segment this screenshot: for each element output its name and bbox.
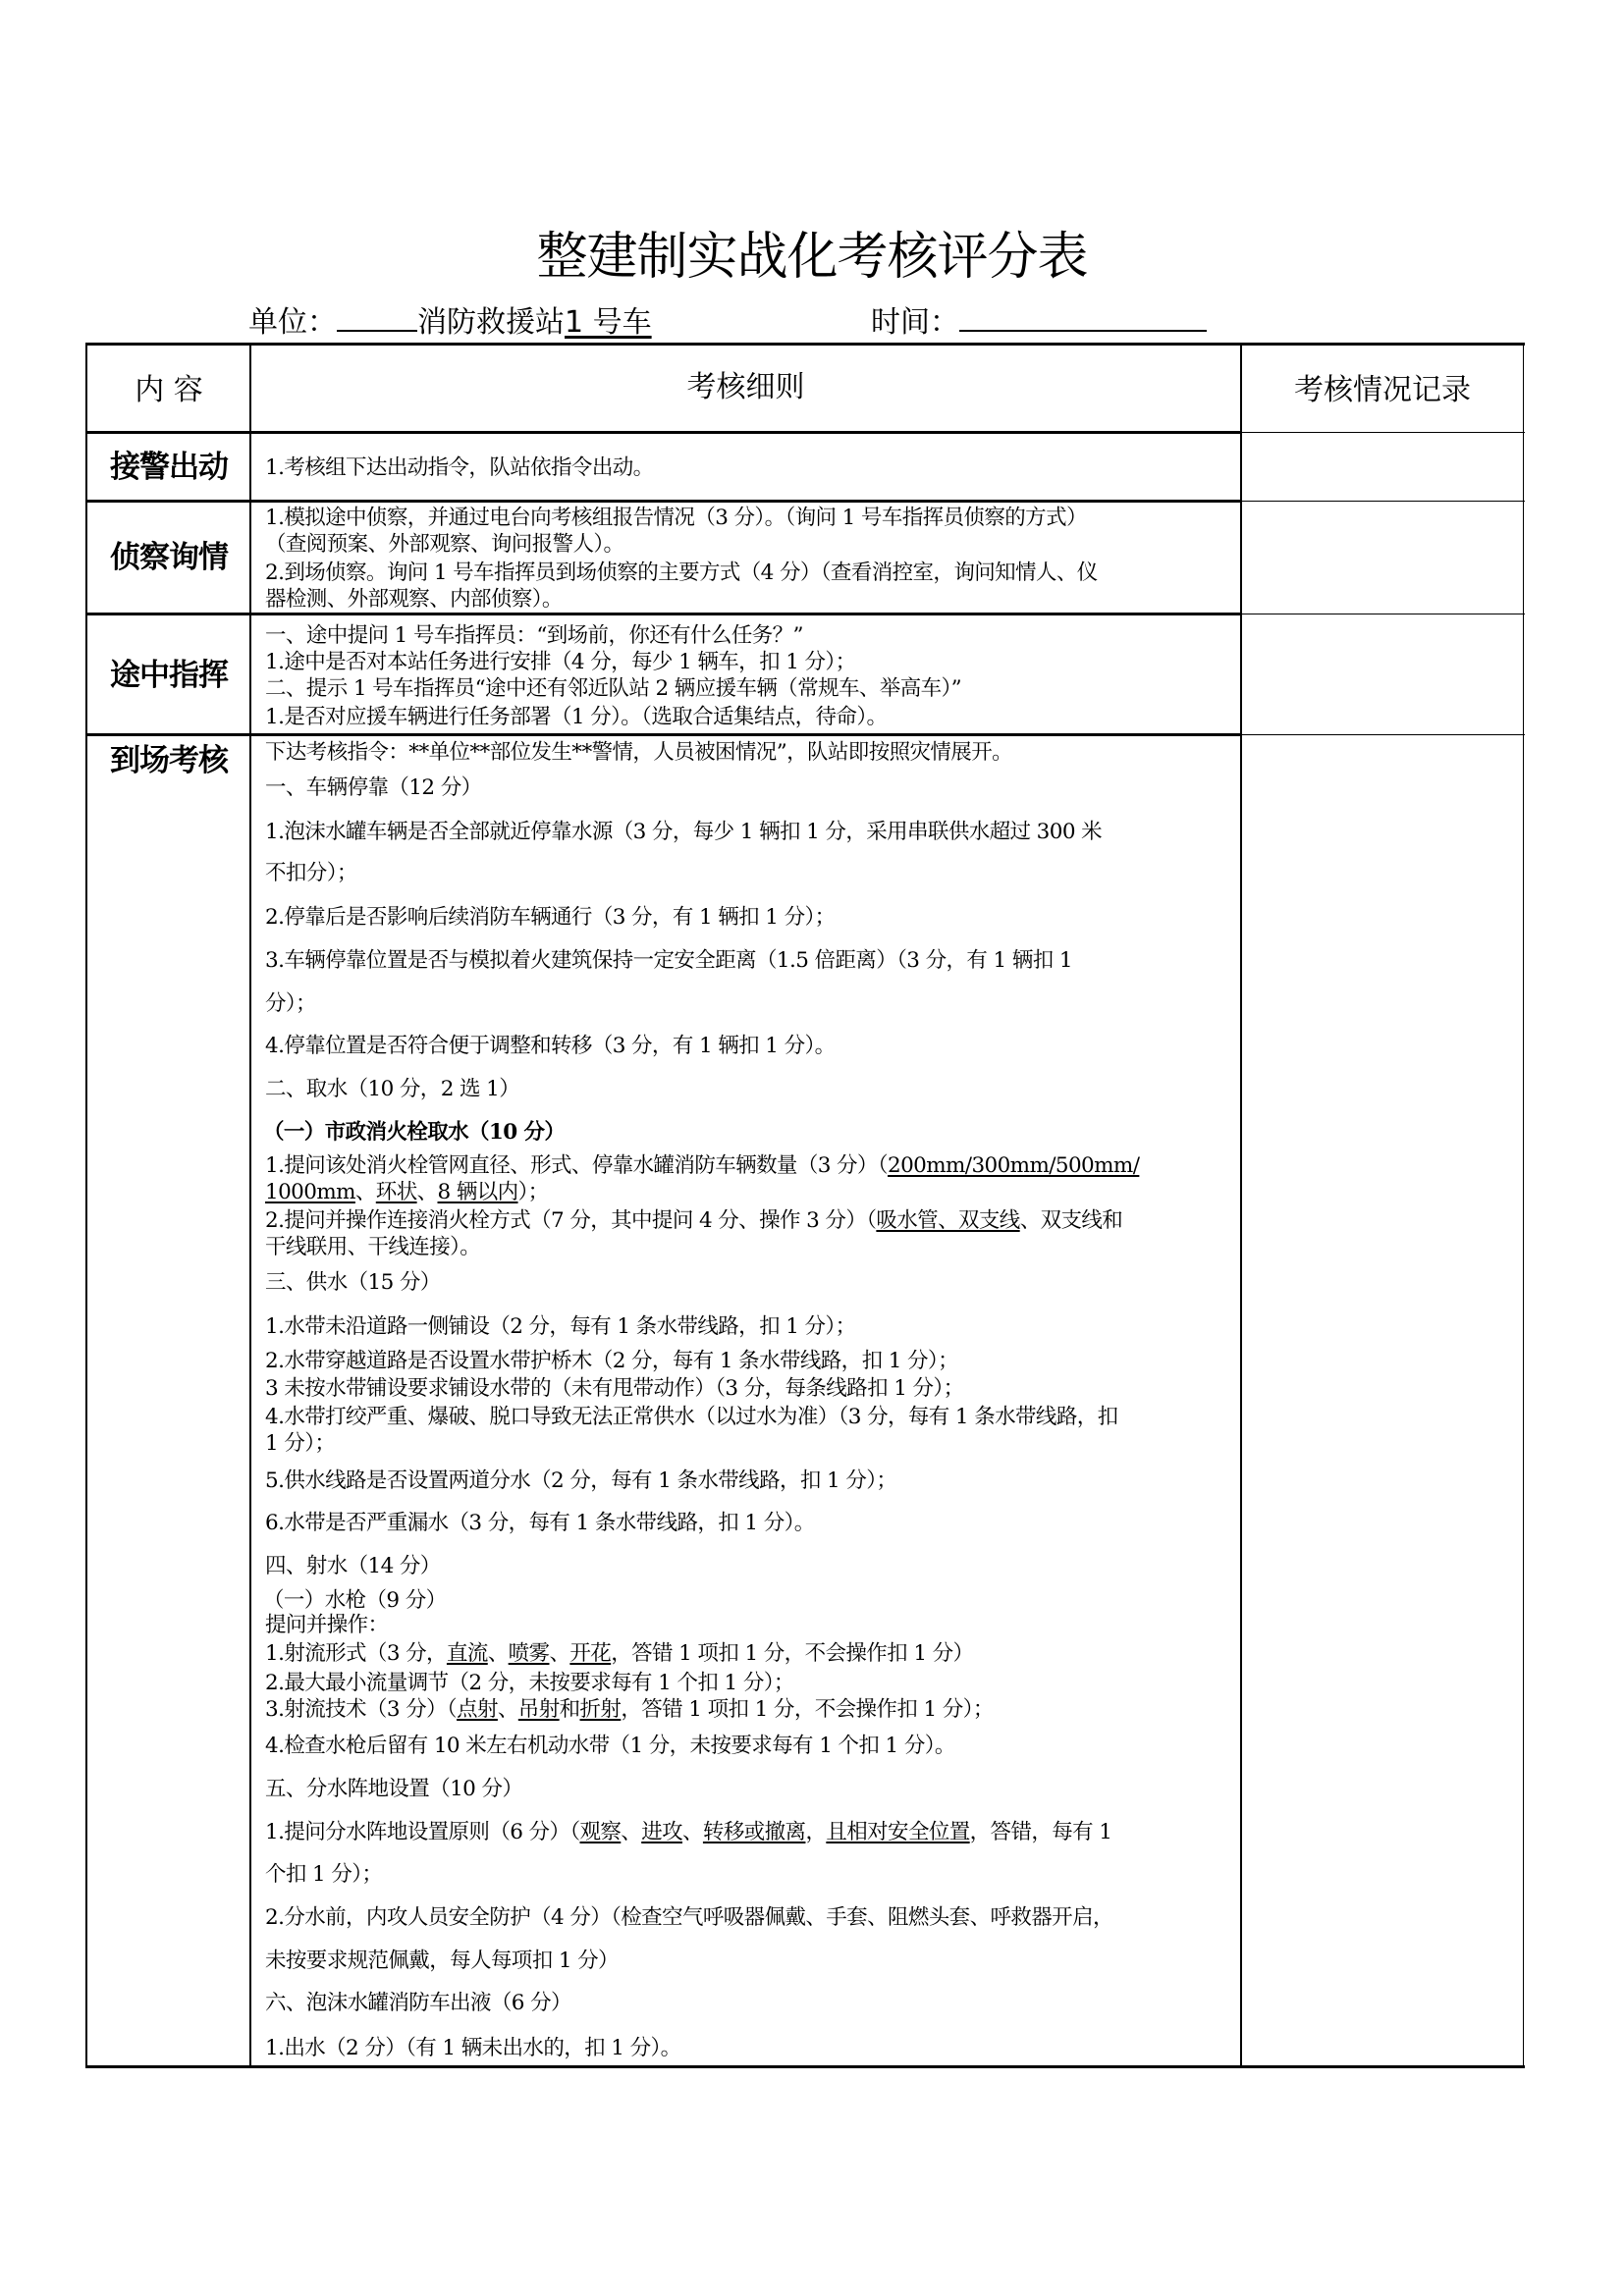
rule-text: 2.分水前，内攻人员安全防护（4 分）（检查空气呼吸器佩戴、手套、阻燃头套、呼救器开启， (265, 1905, 1113, 1930)
column-divider (1240, 343, 1242, 2068)
rule-line (265, 904, 836, 932)
rule-text: 3.车辆停靠位置是否与模拟着火建筑保持一定安全距离（1.5 倍距离）（3 分，有 1 辆扣 1 (265, 948, 1072, 973)
rule-text: ，答错 1 项扣 1 分，不会操作扣 1 分） (611, 1641, 974, 1666)
rule-line (265, 586, 563, 614)
rule-text: 2.水带穿越道路是否设置水带护桥木（2 分，每有 1 条水带线路，扣 1 分）； (265, 1349, 958, 1373)
rule-line (263, 1587, 447, 1615)
rule-text: 1.提问该处消火栓管网直径、形式、停靠水罐消防车辆数量（3 分）（ (265, 1153, 888, 1178)
rule-line (265, 860, 357, 887)
rule-line (265, 675, 961, 703)
rule-text: 1.射流形式（3 分， (265, 1641, 447, 1666)
rule-text: （查阅预案、外部观察、询问报警人）。 (265, 532, 624, 557)
rule-text: 1.提问分水阵地设置原则（6 分）（ (265, 1820, 580, 1844)
unit-blank (337, 300, 417, 332)
rule-underlined-answer: 吊射 (517, 1697, 560, 1722)
time-blank (959, 300, 1207, 332)
rule-text: 1.是否对应援车辆进行任务部署（1 分）。（选取合适集结点，待命）。 (265, 705, 888, 729)
rule-text: 、 (549, 1641, 570, 1666)
rule-line (265, 1670, 794, 1697)
rule-line (265, 1348, 958, 1375)
rule-line (265, 1640, 973, 1668)
time-label: 时间： (871, 305, 959, 340)
rule-line (265, 1430, 335, 1458)
rule-text: ， (805, 1820, 827, 1844)
rule-underlined-answer: 折射 (579, 1697, 622, 1722)
rule-text: （一）水枪（9 分） (263, 1588, 447, 1613)
rule-text: 四、射水（14 分） (265, 1554, 441, 1578)
rule-text: 和 (559, 1697, 580, 1722)
header-rules: 考核细则 (686, 370, 805, 404)
rule-text: 1.考核组下达出动指令，队站依指令出动。 (265, 455, 654, 480)
rule-text: 一、车辆停靠（12 分） (265, 775, 482, 800)
row-divider (1241, 734, 1525, 735)
rule-text: 、双支线和 (1019, 1208, 1123, 1233)
rule-line (265, 1696, 994, 1724)
rule-text: 二、提示 1 号车指挥员“途中还有邻近队站 2 辆应援车辆（常规车、举高车）” (265, 676, 962, 701)
rule-text: 3 未按水带铺设要求铺设水带的（未有甩带动作）（3 分，每条线路扣 1 分）； (265, 1376, 964, 1401)
rule-line (265, 704, 887, 731)
rule-line (265, 819, 1102, 846)
row-label-on-site: 到场考核 (110, 743, 228, 778)
rule-line (265, 1468, 896, 1495)
rule-line (265, 531, 623, 559)
rule-underlined-answer: 吸水管、双支线 (876, 1208, 1020, 1233)
rule-text: 、 (487, 1641, 509, 1666)
rule-line (265, 1819, 1111, 1846)
rule-underlined-answer: 200mm/300mm/500mm/ (887, 1153, 1140, 1178)
rule-underlined-answer: 开花 (569, 1641, 612, 1666)
rule-underlined-answer: 直流 (446, 1641, 488, 1666)
rule-text: 干线联用、干线连接）。 (265, 1235, 481, 1259)
rule-text: 提问并操作： (265, 1613, 389, 1637)
rule-text: 、 (682, 1820, 703, 1844)
rule-text: 1.泡沫水罐车辆是否全部就近停靠水源（3 分，每少 1 辆扣 1 分，采用串联供水超过 300 米 (265, 820, 1103, 844)
table-border-top (85, 343, 1525, 346)
rule-text: 一、途中提问 1 号车指挥员：“到场前，你还有什么任务？” (265, 623, 803, 648)
rule-text: 4.停靠位置是否符合便于调整和转移（3 分，有 1 辆扣 1 分）。 (265, 1034, 836, 1058)
rule-text: 4.水带打绞严重、爆破、脱口导致无法正常供水（以过水为准）（3 分，每有 1 条水带线路，扣 (265, 1405, 1118, 1429)
rule-text: 1.模拟途中侦察，并通过电台向考核组报告情况（3 分）。（询问 1 号车指挥员侦察的方式） (265, 506, 1087, 530)
rule-text: 2.停靠后是否影响后续消防车辆通行（3 分，有 1 辆扣 1 分）； (265, 905, 836, 930)
rule-line (265, 1612, 388, 1639)
rule-line (265, 1234, 480, 1261)
rule-text: 、 (354, 1180, 376, 1204)
row-divider (85, 733, 1241, 736)
rule-line (265, 947, 1072, 975)
rule-underlined-answer: 8 辆以内 (437, 1180, 518, 1204)
rule-underlined-answer: 进攻 (641, 1820, 683, 1844)
rule-line (265, 1375, 963, 1403)
rule-line (265, 1404, 1118, 1431)
rule-line (265, 649, 855, 676)
rule-underlined-answer: 1000mm (265, 1180, 355, 1204)
row-divider (85, 431, 1241, 434)
rule-text: （一）市政消火栓取水（10 分） (263, 1120, 566, 1145)
rule-line (265, 1313, 855, 1341)
row-label-en-route: 途中指挥 (110, 658, 228, 693)
rule-line (265, 774, 482, 802)
table-border-left (85, 343, 87, 2068)
rule-text: 未按要求规范佩戴，每人每项扣 1 分） (265, 1949, 619, 1973)
rule-text: 个扣 1 分）； (265, 1862, 383, 1887)
rule-text: 不扣分）； (265, 861, 357, 885)
rule-line (265, 1904, 1113, 1932)
rule-underlined-answer: 观察 (579, 1820, 622, 1844)
rule-underlined-answer: 转移或撤离 (702, 1820, 806, 1844)
column-divider (249, 343, 251, 2068)
rule-line (265, 454, 654, 482)
rule-text: 六、泡沫水罐消防车出液（6 分） (265, 1991, 571, 2015)
rule-text: 、 (497, 1697, 518, 1722)
rule-line (265, 2035, 681, 2062)
row-divider (1241, 432, 1525, 433)
rule-line (265, 1207, 1122, 1235)
unit-label: 单位： (248, 305, 337, 340)
rule-text: 6.水带是否严重漏水（3 分，每有 1 条水带线路，扣 1 分）。 (265, 1511, 815, 1535)
rule-text: 1.途中是否对本站任务进行安排（4 分，每少 1 辆车，扣 1 分）； (265, 650, 856, 674)
rule-underlined-answer: 环状 (375, 1180, 417, 1204)
rule-text: 1 分）； (265, 1431, 336, 1456)
rule-line (265, 1152, 1139, 1180)
rule-text: 1.水带未沿道路一侧铺设（2 分，每有 1 条水带线路，扣 1 分）； (265, 1314, 856, 1339)
rule-line (265, 1269, 441, 1297)
row-divider (85, 613, 1241, 615)
table-border-bottom (85, 2065, 1525, 2068)
rule-text: 3.射流技术（3 分）（ (265, 1697, 458, 1722)
rule-line (265, 560, 1098, 587)
rule-text: ）； (517, 1180, 549, 1204)
rule-text: 2.到场侦察。询问 1 号车指挥员到场侦察的主要方式（4 分）（查看消控室，询问知情人、仪 (265, 561, 1098, 585)
rule-line (265, 739, 1012, 767)
rule-text: ，答错 1 项扣 1 分，不会操作扣 1 分）； (621, 1697, 994, 1722)
rule-text: 五、分水阵地设置（10 分） (265, 1777, 523, 1801)
unit-field (248, 300, 652, 343)
rule-line (265, 1510, 815, 1537)
rule-line (265, 1076, 519, 1103)
rule-underlined-answer: 点射 (457, 1697, 498, 1722)
header-record: 考核情况记录 (1294, 373, 1471, 407)
row-divider (85, 500, 1241, 503)
unit-vehicle: 1 号车 (565, 305, 652, 340)
time-field (871, 300, 1207, 343)
rule-text: 4.检查水枪后留有 10 米左右机动水带（1 分，未按要求每有 1 个扣 1 分）。 (265, 1734, 955, 1758)
rule-text: 2.最大最小流量调节（2 分，未按要求每有 1 个扣 1 分）； (265, 1671, 794, 1695)
header-content: 内 容 (135, 373, 203, 407)
table-border-right (1523, 343, 1524, 2068)
rule-underlined-answer: 喷雾 (508, 1641, 550, 1666)
rule-line (265, 1861, 382, 1889)
row-divider (1241, 501, 1525, 502)
rule-line (265, 990, 316, 1018)
rule-line (265, 1990, 571, 2017)
rule-text: 分）； (265, 991, 316, 1016)
rule-text: 器检测、外部观察、内部侦察）。 (265, 587, 563, 612)
rule-line (265, 1733, 955, 1760)
rule-underlined-answer: 且相对安全位置 (826, 1820, 970, 1844)
rule-line (265, 1776, 522, 1803)
rule-text: ，答错，每有 1 (969, 1820, 1112, 1844)
rule-line (265, 1948, 619, 1975)
rule-line (265, 622, 803, 650)
rule-line (265, 1553, 441, 1580)
rule-line (265, 505, 1087, 532)
page-title: 整建制实战化考核评分表 (536, 228, 1088, 287)
rule-line (265, 1033, 836, 1060)
unit-value: 消防救援站 (417, 305, 565, 340)
rule-text: 二、取水（10 分，2 选 1） (265, 1077, 520, 1101)
row-label-recon: 侦察询情 (110, 540, 228, 575)
rule-line (265, 1179, 549, 1206)
rule-text: 1.出水（2 分）（有 1 辆未出水的，扣 1 分）。 (265, 2036, 681, 2060)
rule-text: 下达考核指令：**单位**部位发生**警情，人员被困情况”，队站即按照灾情展开。 (265, 740, 1012, 765)
rule-text: 2.提问并操作连接消火栓方式（7 分，其中提问 4 分、操作 3 分）（ (265, 1208, 877, 1233)
rule-text: 、 (621, 1820, 642, 1844)
row-label-dispatch: 接警出动 (110, 450, 228, 485)
rule-line (263, 1119, 565, 1147)
rule-text: 三、供水（15 分） (265, 1270, 441, 1295)
rule-text: 5.供水线路是否设置两道分水（2 分，每有 1 条水带线路，扣 1 分）； (265, 1468, 897, 1493)
rule-text: 、 (416, 1180, 438, 1204)
